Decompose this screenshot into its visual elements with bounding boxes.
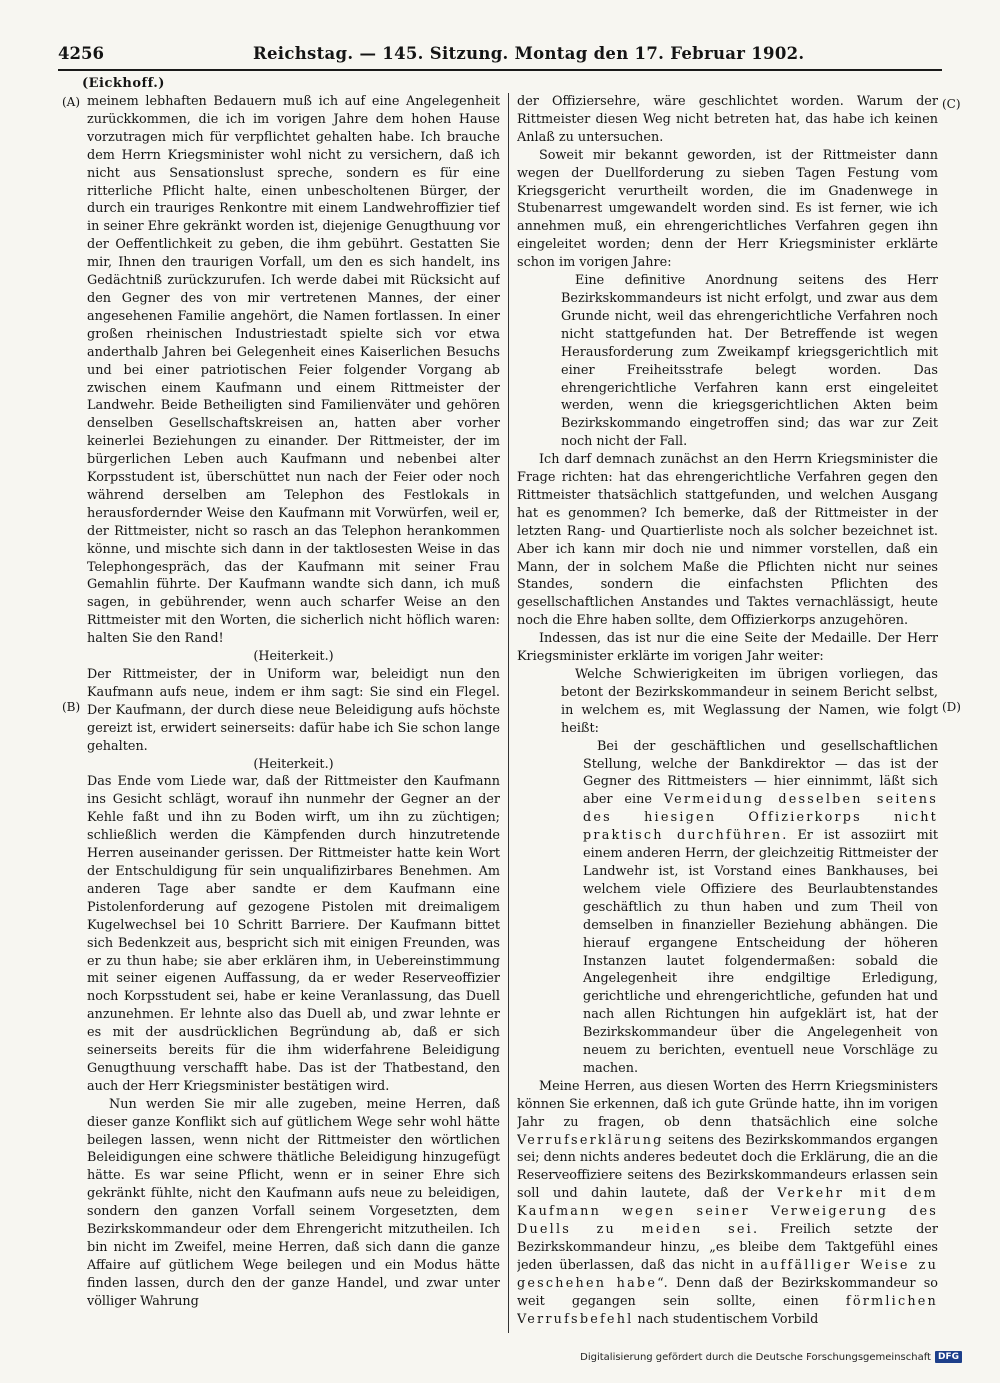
text-run: “. Denn daß der Bezirkskommandeur so weit gegangen sein sollte, einen (517, 1275, 938, 1309)
paragraph: Soweit mir bekannt geworden, ist der Rittmeister dann wegen der Duellforderung zu sieben Tagen Festung vom Kriegsgericht verurtheilt worden, die im Gnadenwege in Stubenarrest umgewandelt worden sind. Es ist ferner, wie ich annehmen muß, ein ehrengerichtliches Verfahren gegen ihn eingeleitet worden; denn der Herr Kriegsminister erklärte schon im vorigen Jahre: (517, 147, 938, 271)
text-run: Bei der geschäftlichen und gesellschaftlichen Stellung, welche der Bankdirektor — das ist der Gegner des Rittmeisters — hier einnimmt, läßt sich aber eine (583, 738, 938, 808)
funding-note: Digitalisierung gefördert durch die Deutsche Forschungsgemeinschaft (580, 1351, 931, 1363)
spaced-emphasis: auffälliger Weise zu geschehen habe (517, 1257, 938, 1291)
spaced-emphasis: Verkehr mit dem Kaufmann wegen seiner Verweigerung des Duells zu meiden sei (517, 1186, 938, 1238)
paragraph: Das Ende vom Liede war, daß der Rittmeister den Kaufmann ins Gesicht schlägt, worauf ihn nunmehr der Gegner an der Kehle faßt und ihn zu Boden wirft, um ihn zu züchtigen; schließlich werden die Kämpfenden durch hinzutretende Herren auseinander gerissen. Der Rittmeister hatte kein Wort der Entschuldigung für sein unqualifizirbares Benehmen. Am anderen Tage aber sandte er dem Kaufmann eine Pistolenforderung auf gezogene Pistolen mit dreimaligem Kugelwechsel bei 10 Schritt Barriere. Der Kaufmann bittet sich Bedenkzeit aus, bespricht sich mit einigen Freunden, was er zu thun habe; sie aber erklären ihm, in Uebereinstimmung mit seiner eigenen Auffassung, da er weder Reserveoffizier noch Korpsstudent sei, habe er keine Veranlassung, das Duell anzunehmen. Er lehnte also das Duell ab, und zwar lehnte er es mit der ausdrücklichen Begründung ab, daß er sich seinerseits bereits für die ihm widerfahrene Beleidigung Genugthuung verschafft habe. Das ist der Thatbestand, den auch der Herr Kriegsminister bestätigen wird. (87, 774, 500, 1094)
right-column (517, 93, 938, 1335)
quote-paragraph (583, 738, 938, 1078)
footer (580, 1351, 962, 1363)
paragraph: der Offiziersehre, wäre geschlichtet worden. Warum der Rittmeister diesen Weg nicht betreten hat, das habe ich keinen Anlaß zu untersuchen. (517, 94, 938, 145)
spaced-emphasis: Vermeidung desselben seitens des hiesigen Offizierkorps nicht praktisch durchführen (583, 792, 938, 844)
margin-mark-a: (A) (62, 95, 81, 109)
left-column (87, 93, 500, 1335)
quote-paragraph: Eine definitive Anordnung seitens des Herr Bezirkskommandeurs ist nicht erfolgt, und zwar aus dem Grunde nicht, weil das ehrengerichtliche Verfahren noch nicht stattgefunden hat. Der Betreffende ist wegen Herausforderung zum Zweikampf kriegsgerichtlich mit einer Freiheitsstrafe belegt worden. Das ehrengerichtliche Verfahren kann erst eingeleitet werden, wenn die kriegsgerichtlichen Akten beim Bezirkskommando eingetroffen sind; das war zur Zeit noch nicht der Fall. (561, 273, 938, 450)
margin-mark-d: (D) (942, 700, 961, 714)
page-number: 4256 (58, 44, 104, 63)
paragraph: Der Rittmeister, der in Uniform war, beleidigt nun den Kaufmann aufs neue, indem er ihm sagt: Sie sind ein Flegel. Der Kaufmann, der durch diese neue Beleidigung aufs höchste gereizt ist, erwidert seinerseits: dafür habe ich Sie schon lange gehalten. (87, 667, 500, 754)
interjection: (Heiterkeit.) (253, 756, 334, 772)
paragraph: Ich darf demnach zunächst an den Herrn Kriegsminister die Frage richten: hat das ehrengerichtliche Verfahren gegen den Rittmeister thatsächlich stattgefunden, und welchen Ausgang hat es genommen? Ich bemerke, daß der Rittmeister in der letzten Rang- und Quartierliste noch als solcher bezeichnet ist. Aber ich kann mir doch nie und nimmer vorstellen, daß ein Mann, der in solchem Maße die Pflichten nicht nur seines Standes, sondern die einfachsten Pflichten des gesellschaftlichen Anstandes und Taktes vernachlässigt, heute noch die Ehre haben sollte, dem Offizierkorps anzugehören. (517, 452, 938, 629)
nested-quotation (583, 738, 938, 1078)
header-rule (58, 69, 942, 71)
page-header (58, 44, 942, 70)
column-divider (508, 93, 509, 1333)
text-run: nach studentischem Vorbild (633, 1311, 819, 1327)
text-run: seitens des Bezirkskommandos ergangen sei; denn nichts anderes bedeutet doch die Erklärung, die an die Reserveoffiziere seitens des Bezirkskommandeurs erlassen sein soll und dahin lautete, daß der (517, 1132, 938, 1202)
text-run: . Er ist assoziirt mit einem anderen Herrn, der gleichzeitig Rittmeister der Landwehr ist, ist Vorstand eines Bankhauses, bei welchem viele Offiziere des Beurlaubtenstandes geschäftlich zu thun haben und zum Theil von demselben in finanzieller Beziehung abhängen. Die hierauf ergangene Entscheidung der höheren Instanzen lautet folgendermaßen: sobald die Angelegenheit ihre endgiltige Erledigung, gerichtliche und ehrengerichtliche, gefunden hat und nach allen Richtungen hin aufgeklärt ist, hat der Bezirkskommandeur über die Angelegenheit von neuem zu berichten, eventuell neue Vorschläge zu machen. (583, 828, 938, 1076)
running-title: Reichstag. — 145. Sitzung. Montag den 17. Februar 1902. (253, 44, 805, 63)
paragraph: Indessen, das ist nur die eine Seite der Medaille. Der Herr Kriegsminister erklärte im vorigen Jahr weiter: (517, 631, 938, 665)
quotation (561, 666, 938, 738)
paragraph: Nun werden Sie mir alle zugeben, meine Herren, daß dieser ganze Konflikt sich auf gütlichem Wege sehr wohl hätte beilegen lassen, wenn nicht der Rittmeister den wörtlichen Beleidigungen eine schwere thätliche Beleidigung hinzugefügt hätte. Es war seine Pflicht, wenn er in seiner Ehre sich gekränkt fühlte, nicht den Kaufmann aufs neue zu beleidigen, sondern den ganzen Vorfall seinem Vorgesetzten, dem Bezirkskommandeur oder dem Ehrengericht mitzutheilen. Ich bin nicht im Zweifel, meine Herren, daß sich dann die ganze Affaire auf gütlichem Wege beilegen und ein Modus hätte finden lassen, durch den der ganze Handel, und zwar unter völliger Wahrung (87, 1096, 500, 1309)
quotation (561, 272, 938, 451)
spaced-emphasis: Verrufserklärung (517, 1132, 664, 1148)
paragraph (517, 1078, 938, 1329)
speaker-name: (Eickhoff.) (82, 76, 165, 91)
dfg-logo: DFG (935, 1351, 962, 1363)
quote-paragraph: Welche Schwierigkeiten im übrigen vorliegen, das betont der Bezirkskommandeur in seinem Bericht selbst, in welchem es, mit Weglassung der Namen, wie folgt heißt: (561, 667, 938, 736)
paragraph: meinem lebhaften Bedauern muß ich auf eine Angelegenheit zurückkommen, die ich im vorigen Jahre dem hohen Hause vorzutragen mich für verpflichtet gehalten habe. Ich brauche dem Herrn Kriegsminister wohl nicht zu versichern, daß ich nicht aus Sensationslust spreche, sondern es für eine ritterliche Pflicht halte, einen unbescholtenen Bürger, der durch ein trauriges Renkontre mit einem Landwehroffizier tief in seiner Ehre gekränkt worden ist, diejenige Genugthuung vor der Oeffentlichkeit zu geben, die ihm gebührt. Gestatten Sie mir, Ihnen den traurigen Vorfall, um den es sich handelt, ins Gedächtniß zurückzurufen. Ich werde dabei mit Rücksicht auf den Gegner des von mir vertretenen Mannes, der einer angesehenen Familie angehört, die Namen fortlassen. In einer großen rheinischen Industriestadt spielte sich vor etwa anderthalb Jahren bei Gelegenheit eines Kaiserlichen Besuchs und bei einer patriotischen Feier folgender Vorgang ab zwischen einem Kaufmann und einem Rittmeister der Landwehr. Beide Betheiligten sind Familienväter und gehören denselben Gesellschaftskreisen an, hatten aber vorher keinerlei Beziehungen zu einander. Der Rittmeister, der im bürgerlichen Leben auch Kaufmann und nebenbei alter Korpsstudent ist, überschüttet nun nach der Feier oder noch während derselben am Telephon des Festlokals in herausfordernder Weise den Kaufmann mit Vorwürfen, weil er, der Rittmeister, nicht so rasch an das Telephon herankommen könne, und mischte sich dann in der taktlosesten Weise in das Telephongespräch, das der Kaufmann mit seiner Frau Gemahlin führte. Der Kaufmann wandte sich dann, ich muß sagen, in gebührender, wenn auch scharfer Weise an den Rittmeister mit den Worten, die sicherlich nicht höflich waren: halten Sie den Rand! (87, 94, 500, 647)
spaced-emphasis: förmlichen Verrufsbefehl (517, 1293, 938, 1327)
text-run: . Freilich setzte der Bezirkskommandeur hinzu, „es bleibe dem Taktgefühl eines jeden überlassen, daß das nicht in (517, 1222, 938, 1273)
interjection: (Heiterkeit.) (253, 649, 334, 665)
margin-mark-b: (B) (62, 700, 81, 714)
text-run: Meine Herren, aus diesen Worten des Herrn Kriegsministers können Sie erkennen, daß ich gute Gründe hatte, ihn im vorigen Jahr zu fragen, ob denn thatsächlich eine solche (517, 1078, 938, 1130)
margin-mark-c: (C) (942, 97, 961, 111)
